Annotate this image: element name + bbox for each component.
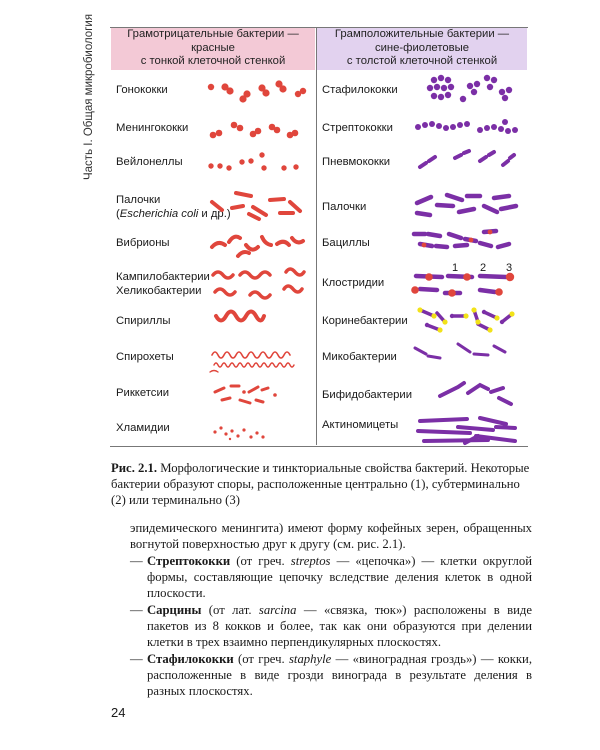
list-dash: — bbox=[130, 603, 143, 617]
bacilli-drawing bbox=[414, 231, 509, 247]
mycobacteria-drawing bbox=[415, 344, 505, 358]
list-item-streptococci bbox=[130, 553, 532, 601]
list-dash: — bbox=[130, 554, 143, 568]
label-actinomycetes: Актиномицеты bbox=[322, 419, 399, 431]
header-line: Грамположительные бактерии — bbox=[334, 28, 510, 40]
intro-paragraph: эпидемического менингита) имеют форму кофейных зерен, обращенных вогнутой поверхностью друг к другу (см. рис. 2.1). bbox=[130, 521, 532, 551]
label-part: и др.) bbox=[198, 208, 231, 220]
etymology: streptos bbox=[290, 554, 331, 568]
spore-number-terminal: 3 bbox=[506, 262, 513, 274]
meningococci-drawing bbox=[210, 122, 299, 139]
gram-positive-drawings bbox=[415, 75, 518, 134]
label-streptococci: Стрептококки bbox=[322, 122, 393, 134]
text: — «виноградная гроздь») — кокки, расположенные в виде грозди винограда в результате деления в разных плоскостях. bbox=[147, 652, 532, 698]
actinomycetes-drawing bbox=[418, 418, 515, 443]
label-bifidobacteria: Бифидобактерии bbox=[322, 389, 412, 401]
label-gonococci: Гонококки bbox=[116, 84, 168, 96]
list-dash: — bbox=[130, 652, 143, 666]
label-clostridia: Клостридии bbox=[322, 277, 385, 289]
corynebacteria-granules bbox=[417, 307, 514, 332]
chlamydia-drawing bbox=[213, 426, 264, 440]
list-item-staphylococci bbox=[130, 651, 532, 699]
label-part: ( bbox=[116, 208, 120, 220]
text: (от греч. bbox=[230, 554, 291, 568]
term: Стафилококки bbox=[147, 652, 234, 666]
text: — «цепочка») — клетки округлой формы, составляющие цепочку вследствие деления клеток в одной плоскости. bbox=[147, 554, 532, 600]
etymology: staphyle bbox=[289, 652, 332, 666]
text: (от греч. bbox=[233, 652, 289, 666]
rickettsia-dots bbox=[242, 390, 277, 397]
figure-caption-text: Морфологические и тинкториальные свойства бактерий. Некоторые бактерии образуют споры, расположенные центрально (1), субтерминально (2) или терминально (3) bbox=[111, 461, 530, 507]
label-rickettsia: Риккетсии bbox=[116, 387, 170, 399]
header-line: сине-фиолетовые bbox=[374, 41, 470, 54]
spirochetes-drawing bbox=[210, 352, 294, 372]
label-spirilla: Спириллы bbox=[116, 315, 171, 327]
term: Сарцины bbox=[147, 603, 202, 617]
etymology: sarcina bbox=[258, 603, 297, 617]
text: — «связка, тюк») расположены в виде пакетов из 8 кокков и более, так как они образуются при делении клетки в трех взаимно перпендикулярных плоскостях. bbox=[147, 603, 532, 649]
gram-negative-rods bbox=[210, 193, 304, 403]
label-meningococci: Менингококки bbox=[116, 122, 189, 134]
bifidobacteria-drawing bbox=[440, 383, 511, 404]
side-running-title-text: Часть I. Общая микробиология bbox=[83, 13, 95, 180]
page-number: 24 bbox=[111, 705, 126, 720]
list-item-sarcina bbox=[130, 602, 532, 650]
figure-caption bbox=[111, 460, 531, 508]
gram-positive-rods bbox=[414, 151, 516, 443]
label-vibrios: Вибрионы bbox=[116, 237, 170, 249]
label-rods-gram-positive: Палочки bbox=[322, 201, 367, 213]
label-pneumococci: Пневмококки bbox=[322, 156, 391, 168]
text: (от лат. bbox=[201, 603, 259, 617]
vibrios-drawing bbox=[212, 237, 303, 256]
label-spirochetes: Спирохеты bbox=[116, 351, 174, 363]
label-corynebacteria: Коринебактерии bbox=[322, 315, 408, 327]
spore-number-central: 1 bbox=[452, 262, 459, 274]
pneumococci-drawing bbox=[420, 151, 514, 167]
label-line: Хеликобактерии bbox=[116, 285, 202, 297]
label-chlamydia: Хламидии bbox=[116, 422, 170, 434]
spore-number-subterminal: 2 bbox=[480, 262, 487, 274]
veillonella-drawing bbox=[208, 152, 298, 170]
label-bacilli: Бациллы bbox=[322, 237, 370, 249]
campylobacter-drawing bbox=[213, 269, 304, 298]
gram-negative-drawings bbox=[208, 80, 306, 170]
term: Стрептококки bbox=[147, 554, 231, 568]
gonococci-drawing bbox=[208, 80, 306, 102]
label-line: Палочки bbox=[116, 194, 161, 206]
body-text bbox=[130, 520, 532, 699]
label-mycobacteria: Микобактерии bbox=[322, 351, 397, 363]
label-veillonella: Вейлонеллы bbox=[116, 156, 183, 168]
rods-gram-negative-drawing bbox=[212, 193, 300, 219]
label-line: Кампилобактерии bbox=[116, 271, 210, 283]
label-species: Escherichia coli bbox=[119, 208, 199, 220]
header-line: с толстой клеточной стенкой bbox=[346, 55, 498, 67]
staphylococci-drawing bbox=[427, 75, 512, 102]
spirilla-drawing bbox=[216, 312, 264, 321]
header-line: красные bbox=[191, 41, 235, 54]
header-line: с тонкой клеточной стенкой bbox=[140, 55, 286, 67]
label-staphylococci: Стафилококки bbox=[322, 84, 398, 96]
figure-caption-label: Рис. 2.1. bbox=[111, 461, 158, 475]
rickettsia-drawing bbox=[215, 386, 268, 403]
streptococci-drawing bbox=[415, 119, 518, 134]
header-line: Грамотрицательные бактерии — bbox=[127, 28, 299, 40]
rods-gram-positive-drawing bbox=[417, 195, 516, 215]
